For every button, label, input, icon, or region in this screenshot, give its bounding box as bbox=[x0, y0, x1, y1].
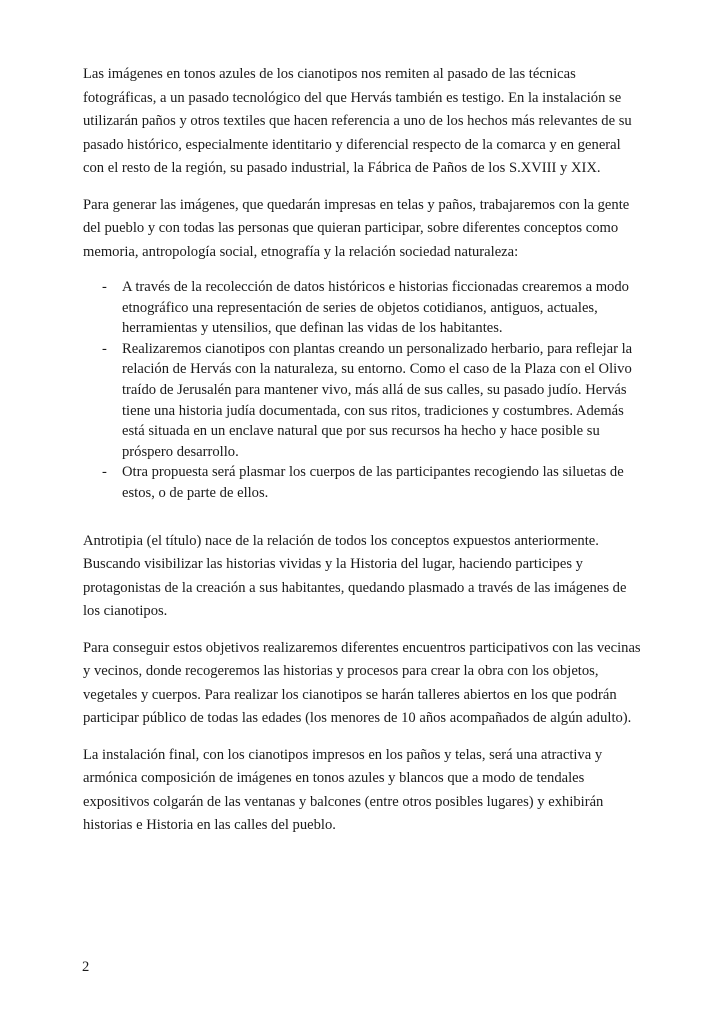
list-item bbox=[102, 277, 643, 339]
paragraph-antrotipia-title: Antrotipia (el título) nace de la relación de todos los conceptos expuestos anteriormente. Buscando visibilizar las historias vividas y la Historia del lugar, haciendo participes y protagonistas de la creación a sus habitantes, quedando plasmado a través de las imágenes de los cianotipos. bbox=[83, 532, 627, 620]
page-number: 2 bbox=[82, 959, 90, 975]
list-item bbox=[102, 339, 643, 463]
list-item-text: A través de la recolección de datos históricos e historias ficcionadas crearemos a modo etnográfico una representación de series de objetos cotidianos, antiguos, actuales, herramientas y utensilios, que definan las vidas de los habitantes. bbox=[122, 279, 629, 337]
list-item-text: Realizaremos cianotipos con plantas creando un personalizado herbario, para reflejar la relación de Hervás con la naturaleza, su entorno. Como el caso de la Plaza con el Olivo traído de Jerusalén para mantener vivo, más allá de sus calles, su pasado judío. Hervás tiene una historia judía documentada, con sus ritos, tradiciones y costumbres. Además está situada en un enclave natural que por sus recursos ha hecho y hace posible su próspero desarrollo. bbox=[122, 340, 633, 460]
list-item-text: Otra propuesta será plasmar los cuerpos de las participantes recogiendo las siluetas de estos, o de parte de ellos. bbox=[122, 464, 624, 501]
dash-bullet: - bbox=[102, 279, 107, 295]
paragraph-final-installation: La instalación final, con los cianotipos impresos en los paños y telas, será una atractiva y armónica composición de imágenes en tonos azules y blancos que a modo de tendales expositivos colgarán de las ventanas y balcones (entre otros posibles lugares) y exhibirán historias e Historia en las calles del pueblo. bbox=[83, 746, 604, 834]
paragraph-objectives: Para conseguir estos objetivos realizaremos diferentes encuentros participativos con las vecinas y vecinos, donde recogeremos las historias y procesos para crear la obra con los objetos, vegetales y cuerpos. Para realizar los cianotipos se harán talleres abiertos en los que podrán participar público de todas las edades (los menores de 10 años acompañados de algún adulto). bbox=[83, 639, 641, 727]
document-body bbox=[83, 63, 643, 851]
list-item bbox=[102, 462, 643, 503]
dash-bullet: - bbox=[102, 340, 107, 357]
dash-bullet: - bbox=[102, 464, 107, 481]
paragraph-generate-images: Para generar las imágenes, que quedarán impresas en telas y paños, trabajaremos con la gente del pueblo y con todas las personas que quieran participar, sobre diferentes conceptos como memoria, antropología social, etnografía y la relación sociedad naturaleza: bbox=[83, 196, 630, 260]
paragraph-intro: Las imágenes en tonos azules de los cianotipos nos remiten al pasado de las técnicas fotográficas, a un pasado tecnológico del que Hervás también es testigo. En la instalación se utilizarán paños y otros textiles que hacen referencia a uno de los hechos más relevantes de su pasado histórico, especialmente identitario y diferencial respecto de la comarca y en general con el resto de la región, su pasado industrial, la Fábrica de Paños de los S.XVIII y XIX. bbox=[83, 66, 632, 176]
bullet-list bbox=[83, 277, 643, 504]
